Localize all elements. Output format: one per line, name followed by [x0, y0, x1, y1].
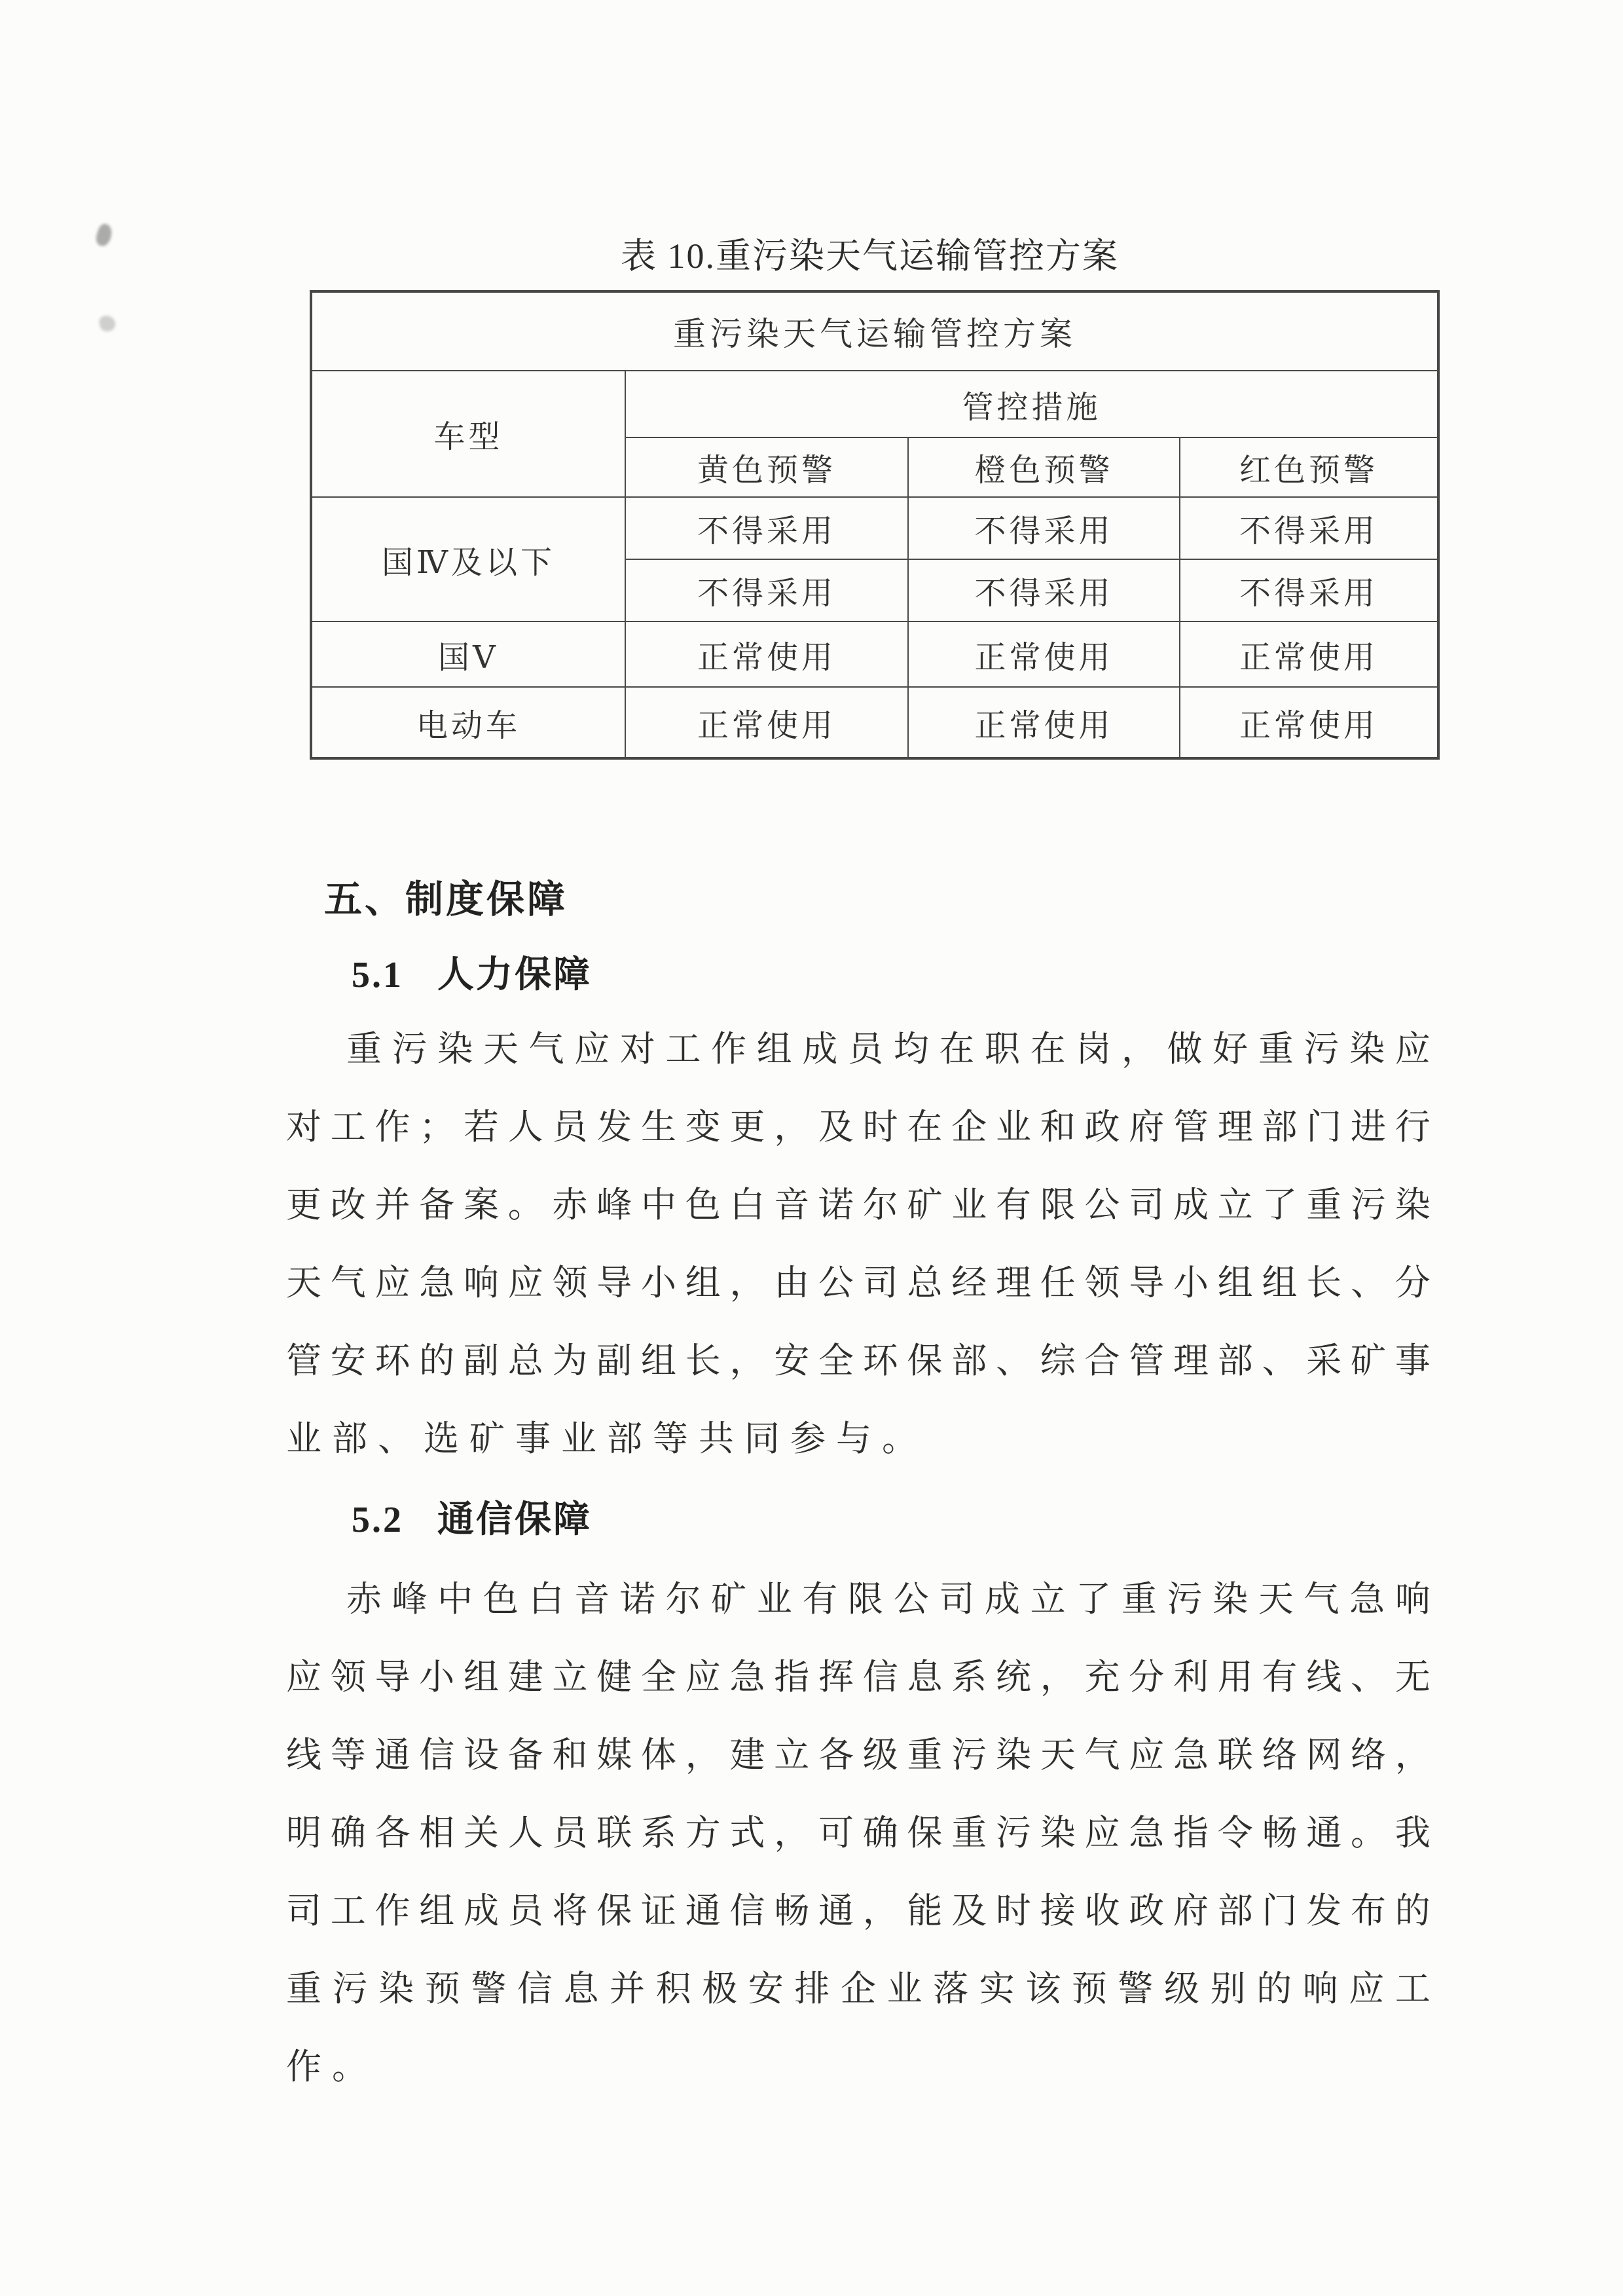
scan-smudge-mark	[94, 222, 114, 248]
paragraph-5-2	[286, 1557, 1431, 2103]
measure-cell: 不得采用	[625, 559, 908, 621]
paragraph-line: 司 工 作 组 成 员 将 保 证 通 信 畅 通 ， 能 及 时 接 收 政 府 部 门 发 布 的	[286, 1891, 1431, 1931]
measure-cell: 正常使用	[1180, 621, 1438, 687]
measure-cell: 不得采用	[1180, 497, 1438, 559]
table-row	[311, 497, 1438, 559]
measure-cell: 正常使用	[1180, 687, 1438, 758]
yellow-warning-header-cell: 黄色预警	[625, 437, 908, 497]
table-row	[311, 621, 1438, 687]
measure-cell: 正常使用	[908, 687, 1180, 758]
paragraph-line: 更 改 并 备 案 。 赤 峰 中 色 白 音 诺 尔 矿 业 有 限 公 司 成 立 了 重 污 染	[286, 1185, 1431, 1225]
measure-cell: 不得采用	[1180, 559, 1438, 621]
section-heading-5: 五、制度保障	[324, 878, 568, 921]
measure-cell: 不得采用	[625, 497, 908, 559]
vehicle-cell: 国Ⅳ及以下	[311, 497, 625, 621]
paragraph-line: 管 安 环 的 副 总 为 副 组 长 ， 安 全 环 保 部 、 综 合 管 理 部 、 采 矿 事	[286, 1341, 1431, 1380]
table-row	[311, 687, 1438, 758]
subsection-number: 5.2	[352, 1500, 403, 1540]
paragraph-line: 业部、选矿事业部等共同参与。	[286, 1419, 928, 1458]
paragraph-line: 应 领 导 小 组 建 立 健 全 应 急 指 挥 信 息 系 统 ， 充 分 利 用 有 线 、 无	[286, 1657, 1431, 1697]
subsection-number: 5.1	[352, 955, 403, 995]
paragraph-line: 线 等 通 信 设 备 和 媒 体 ， 建 立 各 级 重 污 染 天 气 应 急 联 络 网 络 ，	[286, 1735, 1431, 1775]
measure-cell: 正常使用	[625, 687, 908, 758]
paragraph-line: 赤 峰 中 色 白 音 诺 尔 矿 业 有 限 公 司 成 立 了 重 污 染 天 气 急 响	[346, 1580, 1431, 1619]
paragraph-line: 对 工 作 ； 若 人 员 发 生 变 更 ， 及 时 在 企 业 和 政 府 管 理 部 门 进 行	[286, 1107, 1431, 1147]
paragraph-line: 天 气 应 急 响 应 领 导 小 组 ， 由 公 司 总 经 理 任 领 导 小 组 组 长 、 分	[286, 1263, 1431, 1303]
paragraph-5-1	[286, 1007, 1431, 1475]
measure-cell: 不得采用	[908, 497, 1180, 559]
control-measures-header-cell: 管控措施	[625, 371, 1438, 437]
table-caption: 表 10.重污染天气运输管控方案	[621, 236, 1119, 276]
paragraph-line: 作。	[286, 2047, 378, 2086]
transport-control-table	[310, 290, 1440, 760]
subsection-title: 人力保障	[437, 954, 592, 995]
orange-warning-header-cell: 橙色预警	[908, 437, 1180, 497]
paragraph-line: 重 污 染 预 警 信 息 并 积 极 安 排 企 业 落 实 该 预 警 级 别 的 响 应 工	[286, 1969, 1431, 2009]
subsection-title: 通信保障	[437, 1498, 592, 1540]
red-warning-header-cell: 红色预警	[1180, 437, 1438, 497]
subsection-heading-5-1	[352, 946, 592, 998]
table-row	[311, 291, 1438, 371]
scan-smudge-mark	[98, 314, 116, 332]
measure-cell: 不得采用	[908, 559, 1180, 621]
table-row	[311, 371, 1438, 437]
vehicle-cell: 电动车	[311, 687, 625, 758]
measure-cell: 正常使用	[908, 621, 1180, 687]
table-title-cell: 重污染天气运输管控方案	[311, 291, 1438, 371]
vehicle-cell: 国Ⅴ	[311, 621, 625, 687]
subsection-heading-5-2	[352, 1491, 592, 1543]
measure-cell: 正常使用	[625, 621, 908, 687]
paragraph-line: 明 确 各 相 关 人 员 联 系 方 式 ， 可 确 保 重 污 染 应 急 指 令 畅 通 。 我	[286, 1813, 1431, 1853]
paragraph-line: 重 污 染 天 气 应 对 工 作 组 成 员 均 在 职 在 岗 ， 做 好 重 污 染 应	[346, 1029, 1431, 1069]
vehicle-type-header-cell: 车型	[311, 371, 625, 497]
